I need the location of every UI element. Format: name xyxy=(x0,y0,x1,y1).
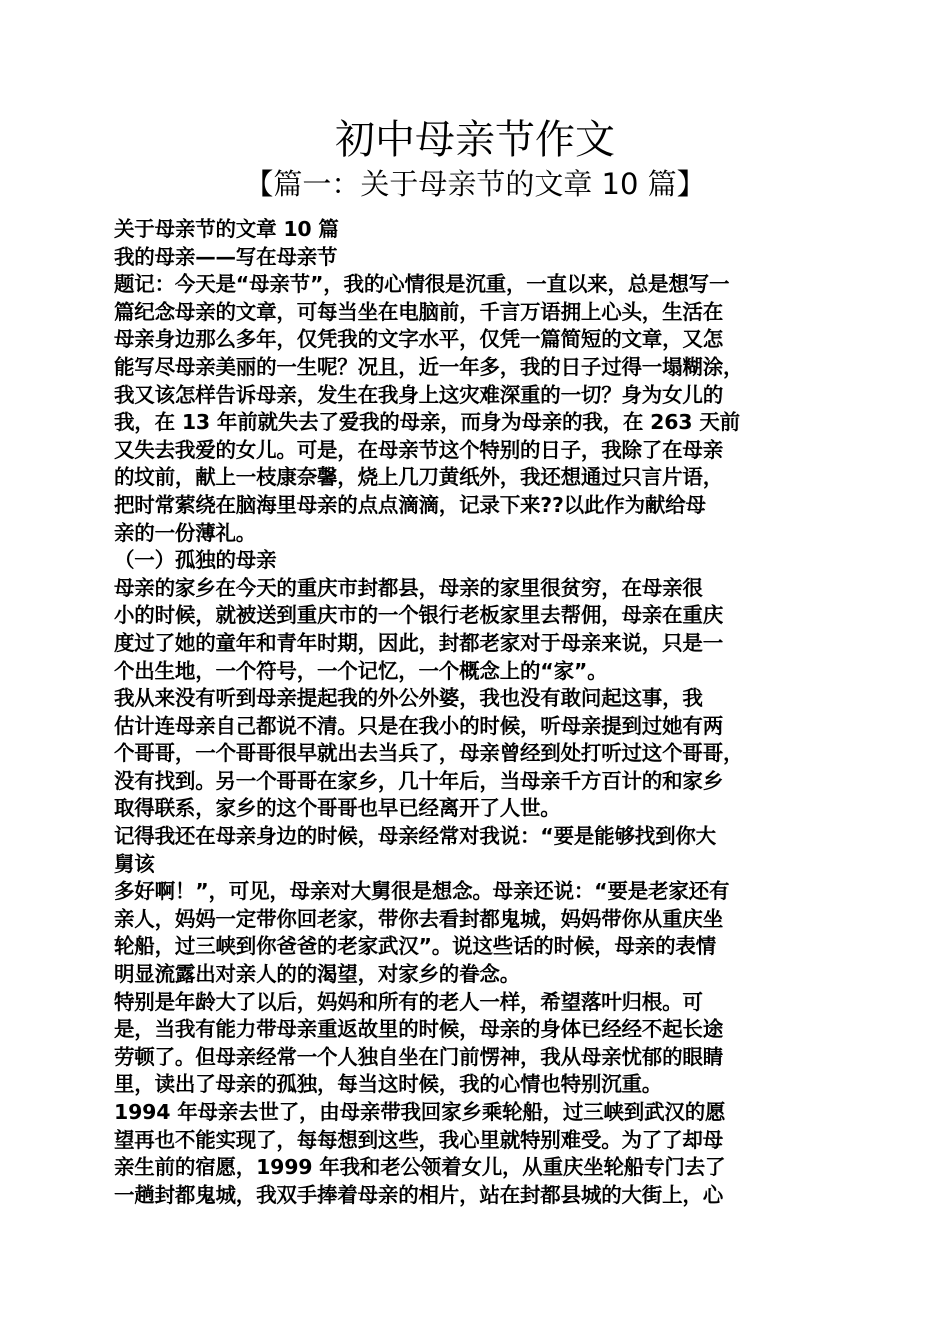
text-line: 里，读出了母亲的孤独，每当这时候，我的心情也特别沉重。 xyxy=(114,1072,663,1097)
text-line: 我，在 13 年前就失去了爱我的母亲，而身为母亲的我，在 263 天前 xyxy=(114,410,740,435)
article-body xyxy=(114,216,836,1209)
text-line: 没有找到。另一个哥哥在家乡，几十年后，当母亲千方百计的和家乡 xyxy=(114,768,723,793)
text-line: 轮船，过三峡到你爸爸的老家武汉”。说这些话的时候，母亲的表情 xyxy=(114,934,716,959)
text-line: 多好啊！”，可见，母亲对大舅很是想念。母亲还说：“要是老家还有 xyxy=(114,879,730,904)
text-line: 是，当我有能力带母亲重返故里的时候，母亲的身体已经经不起长途 xyxy=(114,1017,723,1042)
text-line: 个出生地，一个符号，一个记忆，一个概念上的“家”。 xyxy=(114,658,608,683)
text-line: 能写尽母亲美丽的一生呢？况且，近一年多，我的日子过得一塌糊涂， xyxy=(114,354,744,379)
text-line: 小的时候，就被送到重庆市的一个银行老板家里去帮佣，母亲在重庆 xyxy=(114,603,723,628)
text-line: 的坟前，献上一枝康奈馨，烧上几刀黄纸外，我还想通过只言片语， xyxy=(114,465,723,490)
text-line: 估计连母亲自己都说不清。只是在我小的时候，听母亲提到过她有两 xyxy=(114,713,723,738)
text-line: 舅该 xyxy=(114,851,155,876)
document-title: 初中母亲节作文 xyxy=(335,117,615,163)
text-line: 又失去我爱的女儿。可是，在母亲节这个特别的日子，我除了在母亲 xyxy=(114,437,723,462)
text-line: （一）孤独的母亲 xyxy=(114,548,277,573)
text-line: 把时常萦绕在脑海里母亲的点点滴滴，记录下来??以此作为献给母 xyxy=(114,492,706,517)
text-line: 记得我还在母亲身边的时候，母亲经常对我说：“要是能够找到你大 xyxy=(114,824,716,849)
text-line: 望再也不能实现了，每每想到这些，我心里就特别难受。为了了却母 xyxy=(114,1127,723,1152)
text-line: 亲人，妈妈一定带你回老家，带你去看封都鬼城，妈妈带你从重庆坐 xyxy=(114,906,723,931)
text-line: 亲生前的宿愿，1999 年我和老公领着女儿，从重庆坐轮船专门去了 xyxy=(114,1155,726,1180)
text-line: 我又该怎样告诉母亲，发生在我身上这灾难深重的一切？身为女儿的 xyxy=(114,382,723,407)
text-line: 1994 年母亲去世了，由母亲带我回家乡乘轮船，过三峡到武汉的愿 xyxy=(114,1100,726,1124)
text-line: 我的母亲——写在母亲节 xyxy=(114,244,338,269)
text-line: 母亲身边那么多年，仅凭我的文字水平，仅凭一篇简短的文章，又怎 xyxy=(114,327,723,352)
text-line: 亲的一份薄礼。 xyxy=(114,520,257,545)
text-line: 取得联系，家乡的这个哥哥也早已经离开了人世。 xyxy=(114,796,561,821)
text-line: 篇纪念母亲的文章，可每当坐在电脑前，千言万语拥上心头，生活在 xyxy=(114,299,723,324)
text-line: 劳顿了。但母亲经常一个人独自坐在门前愣神，我从母亲忧郁的眼睛 xyxy=(114,1044,723,1069)
text-line: 一趟封都鬼城，我双手捧着母亲的相片，站在封都县城的大街上，心 xyxy=(114,1182,723,1207)
text-line: 题记：今天是“母亲节”，我的心情很是沉重，一直以来，总是想写一 xyxy=(114,272,730,297)
text-line: 母亲的家乡在今天的重庆市封都县，母亲的家里很贫穷，在母亲很 xyxy=(114,575,703,600)
document-subtitle: 【篇一：关于母亲节的文章 10 篇】 xyxy=(244,167,706,201)
text-line: 个哥哥，一个哥哥很早就出去当兵了，母亲曾经到处打听过这个哥哥， xyxy=(114,741,744,766)
text-line: 明显流露出对亲人的的渴望，对家乡的眷念。 xyxy=(114,962,520,987)
text-line: 特别是年龄大了以后，妈妈和所有的老人一样，希望落叶归根。可 xyxy=(114,989,703,1014)
text-line: 关于母亲节的文章 10 篇 xyxy=(114,217,339,241)
text-line: 我从来没有听到母亲提起我的外公外婆，我也没有敢问起这事，我 xyxy=(114,686,703,711)
text-line: 度过了她的童年和青年时期，因此，封都老家对于母亲来说，只是一 xyxy=(114,630,723,655)
